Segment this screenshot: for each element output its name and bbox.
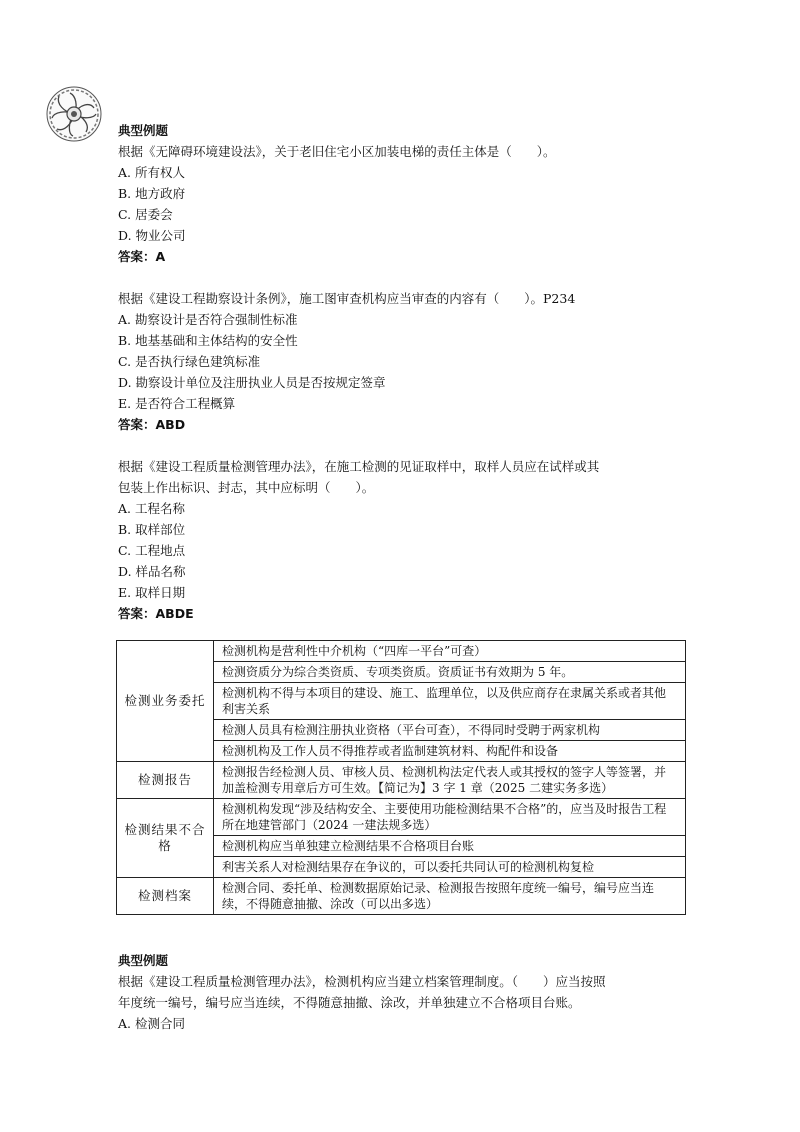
- category-cell: 检测业务委托: [117, 641, 214, 762]
- rosette-logo-icon: [46, 86, 102, 142]
- q2-answer: 答案：ABD: [118, 417, 186, 432]
- q3-answer: 答案：ABDE: [118, 606, 194, 621]
- q1-option-a: A. 所有权人: [118, 165, 185, 180]
- q3-option-a: A. 工程名称: [118, 501, 185, 516]
- q4-option-a: A. 检测合同: [118, 1016, 185, 1031]
- table-cell: 检测机构应当单独建立检测结果不合格项目台账: [214, 836, 686, 857]
- question-3-line-1: 根据《建设工程质量检测管理办法》，在施工检测的见证取样中，取样人员应在试样或其: [118, 459, 600, 474]
- q2-option-e: E. 是否符合工程概算: [118, 396, 236, 411]
- inspection-rules-table: [116, 640, 686, 915]
- table-row: [117, 878, 686, 915]
- category-cell: 检测档案: [117, 878, 214, 915]
- question-2: 根据《建设工程勘察设计条例》，施工图审查机构应当审查的内容有（ ）。P234: [118, 291, 576, 306]
- example-heading: 典型例题: [118, 123, 169, 138]
- q3-option-d: D. 样品名称: [118, 564, 186, 579]
- table-cell: 利害关系人对检测结果存在争议的，可以委托共同认可的检测机构复检: [214, 857, 686, 878]
- q3-option-e: E. 取样日期: [118, 585, 186, 600]
- table-cell: 检测资质分为综合类资质、专项类资质。资质证书有效期为 5 年。: [214, 662, 686, 683]
- question-4-line-1: 根据《建设工程质量检测管理办法》，检测机构应当建立档案管理制度。（ ）应当按照: [118, 974, 606, 989]
- q3-option-b: B. 取样部位: [118, 522, 186, 537]
- category-cell: 检测结果不合格: [117, 799, 214, 878]
- q1-option-c: C. 居委会: [118, 207, 173, 222]
- table-cell: 检测机构是营利性中介机构（“四库一平台”可查）: [214, 641, 686, 662]
- q2-option-a: A. 勘察设计是否符合强制性标准: [118, 312, 298, 327]
- table-cell: 检测人员具有检测注册执业资格（平台可查），不得同时受聘于两家机构: [214, 720, 686, 741]
- table-cell: 检测机构发现“涉及结构安全、主要使用功能检测结果不合格”的，应当及时报告工程所在地建管部门（2024 一建法规多选）: [214, 799, 686, 836]
- question-1: 根据《无障碍环境建设法》，关于老旧住宅小区加装电梯的责任主体是（ ）。: [118, 144, 556, 159]
- table-cell: 检测机构不得与本项目的建设、施工、监理单位，以及供应商存在隶属关系或者其他利害关系: [214, 683, 686, 720]
- table-cell: 检测报告经检测人员、审核人员、检测机构法定代表人或其授权的签字人等签署，并加盖检测专用章后方可生效。【简记为】3 字 1 章（2025 二建实务多选）: [214, 762, 686, 799]
- q2-option-d: D. 勘察设计单位及注册执业人员是否按规定签章: [118, 375, 386, 390]
- q1-option-d: D. 物业公司: [118, 228, 186, 243]
- q2-option-c: C. 是否执行绿色建筑标准: [118, 354, 261, 369]
- table-row: [117, 799, 686, 836]
- q2-option-b: B. 地基基础和主体结构的安全性: [118, 333, 298, 348]
- category-cell: 检测报告: [117, 762, 214, 799]
- table-row: [117, 641, 686, 662]
- table-row: [117, 762, 686, 799]
- q1-answer: 答案：A: [118, 249, 166, 264]
- table-cell: 检测合同、委托单、检测数据原始记录、检测报告按照年度统一编号，编号应当连续，不得随意抽撤、涂改（可以出多选）: [214, 878, 686, 915]
- q3-option-c: C. 工程地点: [118, 543, 186, 558]
- question-4-line-2: 年度统一编号，编号应当连续，不得随意抽撤、涂改，并单独建立不合格项目台账。: [118, 995, 581, 1010]
- example-heading-2: 典型例题: [118, 953, 169, 968]
- q1-option-b: B. 地方政府: [118, 186, 186, 201]
- question-3-line-2: 包装上作出标识、封志，其中应标明（ ）。: [118, 480, 375, 495]
- table-cell: 检测机构及工作人员不得推荐或者监制建筑材料、构配件和设备: [214, 741, 686, 762]
